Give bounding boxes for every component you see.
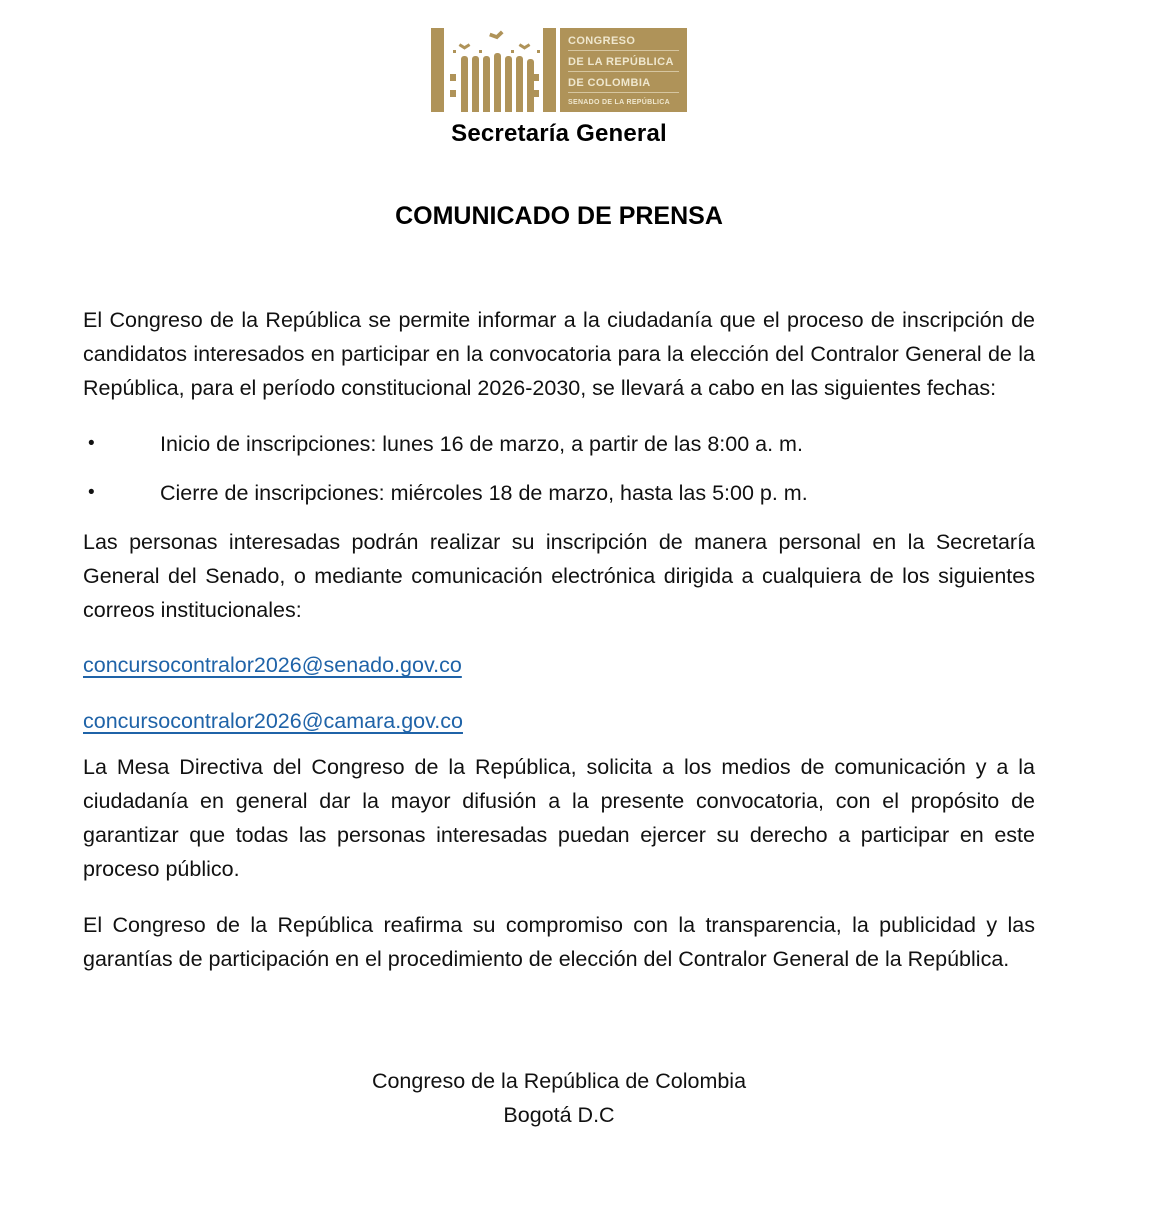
logo-name-line: DE COLOMBIA [568,77,679,93]
column [527,59,534,112]
congress-logo [431,28,687,112]
paragraph-intro: El Congreso de la República se permite informar a la ciudadanía que el proceso de inscripción de candidatos interesados en participar en la convocatoria para la elección del Contralor General de la República, para el período constitucional 2026-2030, se llevará a cabo en las siguientes fechas: [83,308,1035,400]
dove-icon [459,43,470,50]
dove-dot [511,50,514,53]
bullet-icon: • [88,481,95,503]
dove-dot [479,50,482,53]
bullet-text: Inicio de inscripciones: lunes 16 de marzo, a partir de las 8:00 a. m. [160,431,803,456]
logo-name-line: DE LA REPÚBLICA [568,56,679,72]
dove-dot [537,50,540,53]
column-block [450,74,456,81]
email-link-camara[interactable]: concursocontralor2026@camara.gov.co [83,709,463,733]
bullet-text: Cierre de inscripciones: miércoles 18 de marzo, hasta las 5:00 p. m. [160,480,808,505]
dove-dot [453,50,456,53]
email-line [83,704,1035,738]
column-block [450,90,456,97]
column [461,56,468,112]
logo-name-line: CONGRESO [568,35,679,51]
capitol-columns-graphic [431,28,557,112]
footer-org-line: Congreso de la República de Colombia [371,1068,747,1093]
document-header [83,28,1035,148]
dove-icon [489,30,504,41]
paragraph-channels: Las personas interesadas podrán realizar su inscripción de manera personal en la Secretaría General del Senado, o mediante comunicación electrónica dirigida a cualquiera de los siguientes correos institucionales: [83,529,1035,622]
congress-logo-textbox [560,28,687,112]
bullet-icon: • [88,432,95,454]
document-footer [83,1064,1035,1132]
logo-subtitle: SENADO DE LA REPÚBLICA [568,99,671,106]
paragraph-diffusion: La Mesa Directiva del Congreso de la República, solicita a los medios de comunicación y a la ciudadanía en general dar la mayor difusión a la presente convocatoria, con el propósito de garantizar que todas las personas interesadas puedan ejercer su derecho a participar en este proceso público. [83,755,1035,881]
footer-city-line: Bogotá D.C [503,1102,615,1127]
column [494,53,501,112]
email-line [83,648,1035,682]
column [483,56,490,112]
email-link-senado[interactable]: concursocontralor2026@senado.gov.co [83,653,462,677]
page-title: COMUNICADO DE PRENSA [395,202,723,230]
paragraph-commitment: El Congreso de la República reafirma su compromiso con la transparencia, la publicidad y las garantías de participación en el procedimiento de elección del Contralor General de la República. [83,912,1035,971]
dove-icon [519,43,530,50]
department-title: Secretaría General [451,120,667,147]
list-item [83,427,1035,461]
column [516,56,523,112]
list-item [83,476,1035,510]
column-bar [543,28,556,112]
column [505,56,512,112]
column-bar [431,28,444,112]
column [472,56,479,112]
